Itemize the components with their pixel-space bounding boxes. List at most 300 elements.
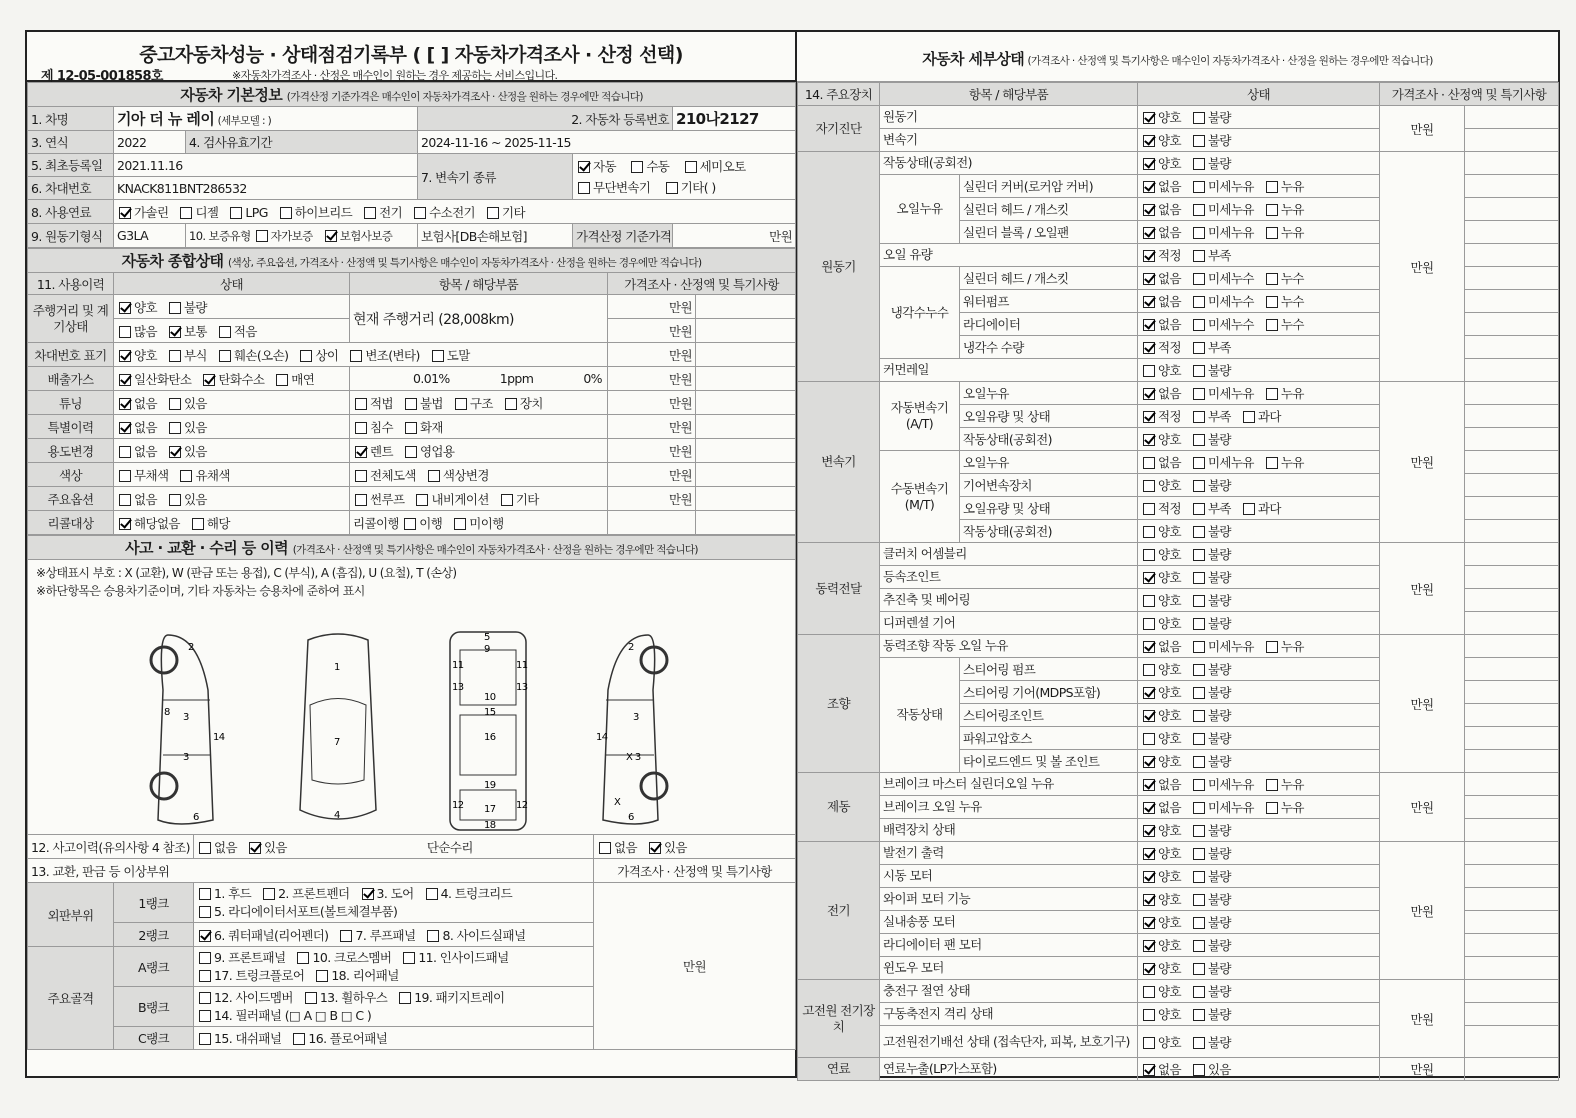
- checkbox-option[interactable]: [1141, 501, 1181, 516]
- checkbox-option[interactable]: [1264, 202, 1304, 217]
- checkbox-option[interactable]: [1141, 639, 1181, 654]
- checkbox-option[interactable]: [1191, 938, 1231, 953]
- checkbox-option[interactable]: [1191, 202, 1254, 217]
- checkbox-option[interactable]: [1264, 777, 1304, 792]
- check-icon: [1243, 503, 1255, 515]
- checkbox-option[interactable]: [1191, 271, 1254, 286]
- basic-info-table: [27, 82, 796, 248]
- detail-row: 자기진단 원동기 양호 불량 만원: [798, 106, 1559, 129]
- detail-row: 등속조인트 양호 불량: [798, 566, 1559, 589]
- detail-row: 수동변속기 (M/T) 오일누유 없음 미세누유 누유: [798, 451, 1559, 474]
- checkbox-option[interactable]: [117, 324, 157, 339]
- status-col-state: 상태: [114, 273, 350, 295]
- checkbox-option[interactable]: [291, 1031, 387, 1046]
- checkbox-option[interactable]: [1191, 685, 1231, 700]
- checkbox-option[interactable]: [197, 928, 328, 943]
- check-icon: [1143, 664, 1155, 676]
- checkbox-option[interactable]: [1141, 570, 1181, 585]
- checkbox-option[interactable]: [1191, 984, 1231, 999]
- check-icon: [631, 161, 643, 173]
- checkbox-option[interactable]: [1191, 363, 1231, 378]
- checkbox-option[interactable]: [430, 348, 470, 363]
- checkbox-option[interactable]: [1191, 915, 1231, 930]
- checkbox-option[interactable]: [353, 492, 404, 507]
- checkbox-option[interactable]: [178, 468, 229, 483]
- checkbox-option[interactable]: [425, 928, 525, 943]
- checkbox-option[interactable]: [254, 229, 313, 243]
- checkbox-option[interactable]: [197, 1031, 281, 1046]
- mileage-amount-opts: [114, 319, 350, 343]
- checkbox-option[interactable]: [1141, 616, 1181, 631]
- checkbox-option[interactable]: [1191, 432, 1231, 447]
- detail-col-price: 가격조사 · 산정액 및 특기사항: [1380, 83, 1559, 106]
- checkbox-option[interactable]: [1191, 570, 1231, 585]
- checkbox-option[interactable]: [1141, 110, 1181, 125]
- checkbox-option[interactable]: [362, 205, 402, 220]
- checkbox-option[interactable]: [1241, 409, 1281, 424]
- option-label: 부족: [1207, 248, 1231, 263]
- trans-opt-4[interactable]: 기타( ): [664, 180, 716, 195]
- checkbox-option[interactable]: [274, 372, 314, 387]
- checkbox-option[interactable]: [1264, 639, 1304, 654]
- detail-row: 고전원전기배선 상태 (접속단자, 피복, 보호기구) 양호 불량: [798, 1026, 1559, 1058]
- checkbox-option[interactable]: [1141, 938, 1181, 953]
- option-label: 수소전기: [429, 204, 476, 220]
- valid-value: 2024-11-16 ~ 2025-11-15: [418, 131, 796, 154]
- option-label: 누유: [1280, 777, 1304, 792]
- checkbox-option[interactable]: [485, 205, 525, 220]
- checkbox-option[interactable]: [353, 396, 393, 411]
- check-icon: [355, 398, 367, 410]
- checkbox-option[interactable]: [647, 840, 687, 855]
- option-label: 없음: [1158, 386, 1181, 401]
- checkbox-option[interactable]: [117, 516, 180, 531]
- option-label: 내비게이션: [431, 491, 489, 507]
- option-label: 적정: [1158, 248, 1181, 263]
- checkbox-option[interactable]: [167, 444, 207, 459]
- checkbox-option[interactable]: [1191, 731, 1231, 746]
- checkbox-option[interactable]: [1141, 1062, 1181, 1077]
- check-icon: [119, 326, 131, 338]
- check-icon: [599, 842, 611, 854]
- checkbox-option[interactable]: [1241, 501, 1281, 516]
- check-icon: [1143, 480, 1155, 492]
- checkbox-option[interactable]: [1141, 731, 1181, 746]
- checkbox-option[interactable]: [1191, 593, 1231, 608]
- checked-box-icon: [1143, 342, 1155, 354]
- check-icon: [578, 161, 590, 173]
- vin-value: KNACK811BNT286532: [114, 177, 418, 200]
- check-icon: [1193, 388, 1205, 400]
- checkbox-option[interactable]: [1141, 1035, 1181, 1050]
- option-label: 불량: [1207, 110, 1231, 125]
- svg-text:4: 4: [334, 810, 340, 821]
- check-icon: [1266, 457, 1278, 469]
- check-icon: [199, 952, 211, 964]
- option-label: 15. 대쉬패널: [214, 1031, 282, 1046]
- checkbox-option[interactable]: [323, 229, 393, 243]
- checked-box-icon: [119, 422, 131, 434]
- checkbox-option[interactable]: [1191, 1062, 1231, 1077]
- check-icon: [487, 207, 499, 219]
- checkbox-option[interactable]: [197, 990, 293, 1005]
- check-icon: [1193, 457, 1205, 469]
- trans-opt-1[interactable]: 수동: [629, 159, 669, 174]
- svg-text:1: 1: [334, 662, 340, 673]
- checked-box-icon: [1143, 204, 1155, 216]
- trans-opt-2[interactable]: 세미오토: [683, 159, 746, 174]
- svg-text:X 3: X 3: [626, 752, 641, 763]
- checkbox-option[interactable]: [412, 205, 475, 220]
- checkbox-option[interactable]: [217, 348, 288, 363]
- checkbox-option[interactable]: [1191, 317, 1254, 332]
- checkbox-option[interactable]: [117, 348, 157, 363]
- check-icon: [1193, 342, 1205, 354]
- option-label: 양호: [1158, 708, 1181, 723]
- checkbox-option[interactable]: [1264, 179, 1304, 194]
- option-label: 구조: [469, 395, 493, 411]
- checkbox-option[interactable]: [1191, 754, 1231, 769]
- option-label: 과다: [1257, 409, 1281, 424]
- check-icon: [1143, 595, 1155, 607]
- option-label: 보통: [183, 323, 207, 339]
- detail-row: 브레이크 오일 누유 없음 미세누유 누유: [798, 796, 1559, 819]
- checkbox-option[interactable]: [1264, 800, 1304, 815]
- option-label: 썬루프: [370, 491, 405, 507]
- option-label: 적정: [1158, 340, 1181, 355]
- checkbox-option[interactable]: [1191, 409, 1231, 424]
- checkbox-option[interactable]: [1191, 524, 1231, 539]
- svg-text:8: 8: [164, 707, 170, 718]
- checkbox-option[interactable]: [1141, 248, 1181, 263]
- detail-row: 커먼레일 양호 불량: [798, 359, 1559, 382]
- checkbox-option[interactable]: [1141, 800, 1181, 815]
- checkbox-option[interactable]: [1191, 800, 1254, 815]
- check-icon: [169, 398, 181, 410]
- check-icon: [256, 230, 268, 242]
- checkbox-option[interactable]: [1141, 156, 1181, 171]
- check-icon: [1266, 296, 1278, 308]
- trans-opt-0[interactable]: 자동: [576, 159, 616, 174]
- checkbox-option[interactable]: [167, 420, 207, 435]
- checkbox-option[interactable]: [353, 420, 393, 435]
- checkbox-option[interactable]: [1141, 961, 1181, 976]
- rank2-opts: [194, 923, 594, 947]
- checkbox-option[interactable]: [1191, 340, 1231, 355]
- option-label: 자가보증: [270, 228, 313, 243]
- checkbox-option[interactable]: [1191, 892, 1231, 907]
- basic-info-title: 자동차 기본정보 (가격산정 기준가격은 매수인이 자동차가격조사 · 산정을 원하는 경우에만 적습니다): [28, 83, 796, 107]
- check-icon: [1193, 296, 1205, 308]
- option-label: 색상변경: [442, 467, 489, 483]
- checkbox-option[interactable]: [1141, 777, 1181, 792]
- checkbox-option[interactable]: [402, 516, 442, 531]
- checkbox-option[interactable]: [597, 840, 637, 855]
- checkbox-option[interactable]: [303, 990, 387, 1005]
- checkbox-option[interactable]: [1191, 1035, 1231, 1050]
- status-row: 용도변경 없음 있음 렌트 영업용 만원: [28, 439, 796, 463]
- checkbox-option[interactable]: [360, 886, 414, 901]
- checkbox-option[interactable]: [1191, 156, 1231, 171]
- checkbox-option[interactable]: [1141, 455, 1181, 470]
- checkbox-option[interactable]: [403, 444, 454, 459]
- checkbox-option[interactable]: [1191, 777, 1254, 792]
- checkbox-option[interactable]: [1191, 225, 1254, 240]
- check-icon: [199, 970, 211, 982]
- checkbox-option[interactable]: [1191, 455, 1254, 470]
- detail-row: 디퍼렌셜 기어 양호 불량: [798, 612, 1559, 635]
- checkbox-option[interactable]: [403, 420, 443, 435]
- checkbox-option[interactable]: [1191, 961, 1231, 976]
- check-icon: [1193, 572, 1205, 584]
- checkbox-option[interactable]: [167, 396, 207, 411]
- checkbox-option[interactable]: [1141, 340, 1181, 355]
- checkbox-option[interactable]: [1191, 616, 1231, 631]
- checkbox-option[interactable]: [117, 468, 168, 483]
- checkbox-option[interactable]: [453, 396, 493, 411]
- svg-text:12: 12: [452, 800, 464, 811]
- checked-box-icon: [1143, 848, 1155, 860]
- check-icon: [1193, 526, 1205, 538]
- option-label: 양호: [134, 347, 157, 363]
- checked-box-icon: [1143, 135, 1155, 147]
- checkbox-option[interactable]: [295, 950, 391, 965]
- checkbox-option[interactable]: [1141, 478, 1181, 493]
- checkbox-option[interactable]: [1141, 133, 1181, 148]
- option-label: 1. 후드: [214, 885, 252, 901]
- checkbox-option[interactable]: [348, 348, 419, 363]
- svg-text:19: 19: [484, 780, 496, 791]
- checkbox-option[interactable]: [1264, 386, 1304, 401]
- option-label: 양호: [1158, 915, 1181, 930]
- checkbox-option[interactable]: [217, 324, 257, 339]
- checkbox-option[interactable]: [1141, 593, 1181, 608]
- detail-row: 실내송풍 모터 양호 불량: [798, 911, 1559, 934]
- checked-box-icon: [169, 446, 181, 458]
- checkbox-option[interactable]: [1141, 869, 1181, 884]
- checkbox-option[interactable]: [228, 205, 267, 220]
- checkbox-option[interactable]: [1191, 1007, 1231, 1022]
- checkbox-option[interactable]: [338, 928, 415, 943]
- checked-box-icon: [1143, 572, 1155, 584]
- option-label: 양호: [1158, 869, 1181, 884]
- checked-box-icon: [249, 842, 261, 854]
- checkbox-option[interactable]: [503, 396, 543, 411]
- check-icon: [1193, 595, 1205, 607]
- option-label: 양호: [1158, 110, 1181, 125]
- detail-row: 윈도우 모터 양호 불량: [798, 957, 1559, 980]
- checkbox-option[interactable]: [424, 886, 512, 901]
- checkbox-option[interactable]: [1141, 846, 1181, 861]
- detail-header: [797, 32, 1558, 82]
- checkbox-option[interactable]: [1141, 271, 1181, 286]
- detail-row: 냉각수누수 실린더 헤드 / 개스킷 없음 미세누수 누수: [798, 267, 1559, 290]
- checkbox-option[interactable]: [197, 904, 397, 919]
- checkbox-option[interactable]: [452, 516, 503, 531]
- option-label: 불량: [183, 299, 207, 315]
- checkbox-option[interactable]: [403, 396, 443, 411]
- checkbox-option[interactable]: [1141, 294, 1181, 309]
- checkbox-option[interactable]: [1141, 432, 1181, 447]
- checkbox-option[interactable]: [1141, 1007, 1181, 1022]
- checkbox-option[interactable]: [1141, 317, 1181, 332]
- check-icon: [1193, 664, 1205, 676]
- check-icon: [1266, 802, 1278, 814]
- checkbox-option[interactable]: [178, 205, 218, 220]
- checkbox-option[interactable]: [353, 444, 393, 459]
- checkbox-option[interactable]: [1191, 110, 1231, 125]
- overall-status-title: 자동차 종합상태 (색상, 주요옵션, 가격조사 · 산정액 및 특기사항은 매수인이 자동차가격조사 · 산정을 원하는 경우에만 적습니다): [28, 249, 796, 273]
- check-icon: [199, 1010, 211, 1022]
- checkbox-option[interactable]: [1191, 294, 1254, 309]
- checkbox-option[interactable]: [1141, 708, 1181, 723]
- checkbox-option[interactable]: [261, 886, 349, 901]
- checked-box-icon: [1143, 756, 1155, 768]
- checkbox-option[interactable]: [197, 886, 251, 901]
- check-icon: [293, 1033, 305, 1045]
- detail-row: 오일유량 및 상태 적정 부족 과다: [798, 497, 1559, 520]
- checkbox-option[interactable]: [117, 492, 157, 507]
- checkbox-option[interactable]: [314, 968, 398, 983]
- check-icon: [276, 374, 288, 386]
- svg-text:3: 3: [633, 712, 639, 723]
- checkbox-option[interactable]: [1141, 754, 1181, 769]
- checkbox-option[interactable]: [1191, 248, 1231, 263]
- checkbox-option[interactable]: [1141, 685, 1181, 700]
- check-icon: [1143, 457, 1155, 469]
- checkbox-option[interactable]: [1141, 984, 1181, 999]
- rankC-label: C랭크: [114, 1027, 194, 1050]
- checkbox-option[interactable]: [1191, 386, 1254, 401]
- detail-row: 작동상태 스티어링 펌프 양호 불량: [798, 658, 1559, 681]
- checkbox-option[interactable]: [1141, 409, 1181, 424]
- checkbox-option[interactable]: [1191, 547, 1231, 562]
- option-label: 없음: [1158, 202, 1181, 217]
- checkbox-option[interactable]: [353, 468, 416, 483]
- check-icon: [1193, 158, 1205, 170]
- checkbox-option[interactable]: [1264, 271, 1304, 286]
- document-number: 제 12-05-001858호: [41, 69, 163, 84]
- checkbox-option[interactable]: [1141, 386, 1181, 401]
- option-label: 없음: [1158, 294, 1181, 309]
- option-label: 누유: [1280, 800, 1304, 815]
- option-label: 상이: [315, 347, 339, 363]
- checked-box-icon: [1143, 296, 1155, 308]
- checkbox-option[interactable]: [167, 324, 207, 339]
- checkbox-option[interactable]: [117, 205, 168, 220]
- option-label: LPG: [245, 204, 268, 220]
- option-label: 미세누수: [1207, 294, 1254, 309]
- check-icon: [1266, 319, 1278, 331]
- checkbox-option[interactable]: [197, 968, 304, 983]
- rankA-opts: [194, 947, 594, 987]
- check-icon: [1193, 871, 1205, 883]
- checkbox-option[interactable]: [190, 516, 230, 531]
- option-label: 불량: [1207, 133, 1231, 148]
- checkbox-option[interactable]: [1141, 892, 1181, 907]
- option-label: 미세누유: [1207, 202, 1254, 217]
- checkbox-option[interactable]: [1191, 662, 1231, 677]
- checkbox-option[interactable]: [1191, 846, 1231, 861]
- checkbox-option[interactable]: [278, 205, 352, 220]
- left-half: [27, 32, 797, 1076]
- checkbox-option[interactable]: [1141, 179, 1181, 194]
- checkbox-option[interactable]: [1191, 478, 1231, 493]
- option-label: 18. 리어패널: [331, 967, 399, 983]
- checkbox-option[interactable]: [201, 372, 264, 387]
- check-icon: [1193, 917, 1205, 929]
- checkbox-option[interactable]: [1191, 639, 1254, 654]
- checkbox-option[interactable]: [401, 950, 508, 965]
- checkbox-option[interactable]: [1141, 547, 1181, 562]
- checkbox-option[interactable]: [397, 990, 504, 1005]
- checked-box-icon: [1143, 1064, 1155, 1076]
- option-label: 훼손(오손): [233, 347, 289, 363]
- check-icon: [169, 422, 181, 434]
- option-label: 불량: [1207, 363, 1231, 378]
- checkbox-option[interactable]: [1141, 524, 1181, 539]
- checkbox-option[interactable]: [1264, 294, 1304, 309]
- checkbox-option[interactable]: [298, 348, 338, 363]
- option-label: 있음: [663, 839, 687, 855]
- checkbox-option[interactable]: [167, 492, 207, 507]
- checkbox-option[interactable]: [414, 492, 488, 507]
- detail-row: 파워고압호스 양호 불량: [798, 727, 1559, 750]
- option-label: 양호: [1158, 547, 1181, 562]
- checkbox-option[interactable]: [1264, 455, 1304, 470]
- checkbox-option[interactable]: [1191, 708, 1231, 723]
- checkbox-option[interactable]: [1141, 915, 1181, 930]
- check-icon: [355, 422, 367, 434]
- option-label: 없음: [1158, 317, 1181, 332]
- checkbox-option[interactable]: [117, 444, 157, 459]
- option-label: 적법: [370, 395, 393, 411]
- checkbox-option[interactable]: [1264, 225, 1304, 240]
- option-label: 미세누유: [1207, 386, 1254, 401]
- checkbox-option[interactable]: [117, 372, 191, 387]
- checkbox-option[interactable]: [1141, 225, 1181, 240]
- checkbox-option[interactable]: [197, 840, 237, 855]
- checkbox-option[interactable]: [1191, 823, 1231, 838]
- checkbox-option[interactable]: [1191, 179, 1254, 194]
- checkbox-option[interactable]: [1191, 501, 1231, 516]
- status-row: 배출가스 일산화탄소 탄화수소 매연 0.01% 1ppm 0% 만원: [28, 367, 796, 391]
- checkbox-option[interactable]: [1141, 202, 1181, 217]
- option-label: 화재: [419, 419, 443, 435]
- checkbox-option[interactable]: [1264, 317, 1304, 332]
- checkbox-option[interactable]: [1141, 823, 1181, 838]
- checkbox-option[interactable]: [117, 396, 157, 411]
- checkbox-option[interactable]: [1191, 869, 1231, 884]
- checkbox-option[interactable]: [117, 420, 157, 435]
- checkbox-option[interactable]: [167, 300, 207, 315]
- check-icon: [219, 350, 231, 362]
- checkbox-option[interactable]: [1141, 363, 1181, 378]
- checkbox-option[interactable]: [499, 492, 539, 507]
- checkbox-option[interactable]: [1141, 662, 1181, 677]
- checkbox-option[interactable]: [117, 300, 157, 315]
- checkbox-option[interactable]: [1191, 133, 1231, 148]
- checkbox-option[interactable]: [197, 950, 285, 965]
- fuel-label: 8. 사용연료: [28, 200, 114, 224]
- trans-opt-3[interactable]: 무단변속기: [576, 180, 650, 195]
- option-label: 디젤: [195, 204, 219, 220]
- option-label: 양호: [1158, 363, 1181, 378]
- checkbox-option[interactable]: [247, 840, 287, 855]
- checkbox-option[interactable]: [426, 468, 489, 483]
- status-row: 특별이력 없음 있음 침수 화재 만원: [28, 415, 796, 439]
- checkbox-option[interactable]: [167, 348, 207, 363]
